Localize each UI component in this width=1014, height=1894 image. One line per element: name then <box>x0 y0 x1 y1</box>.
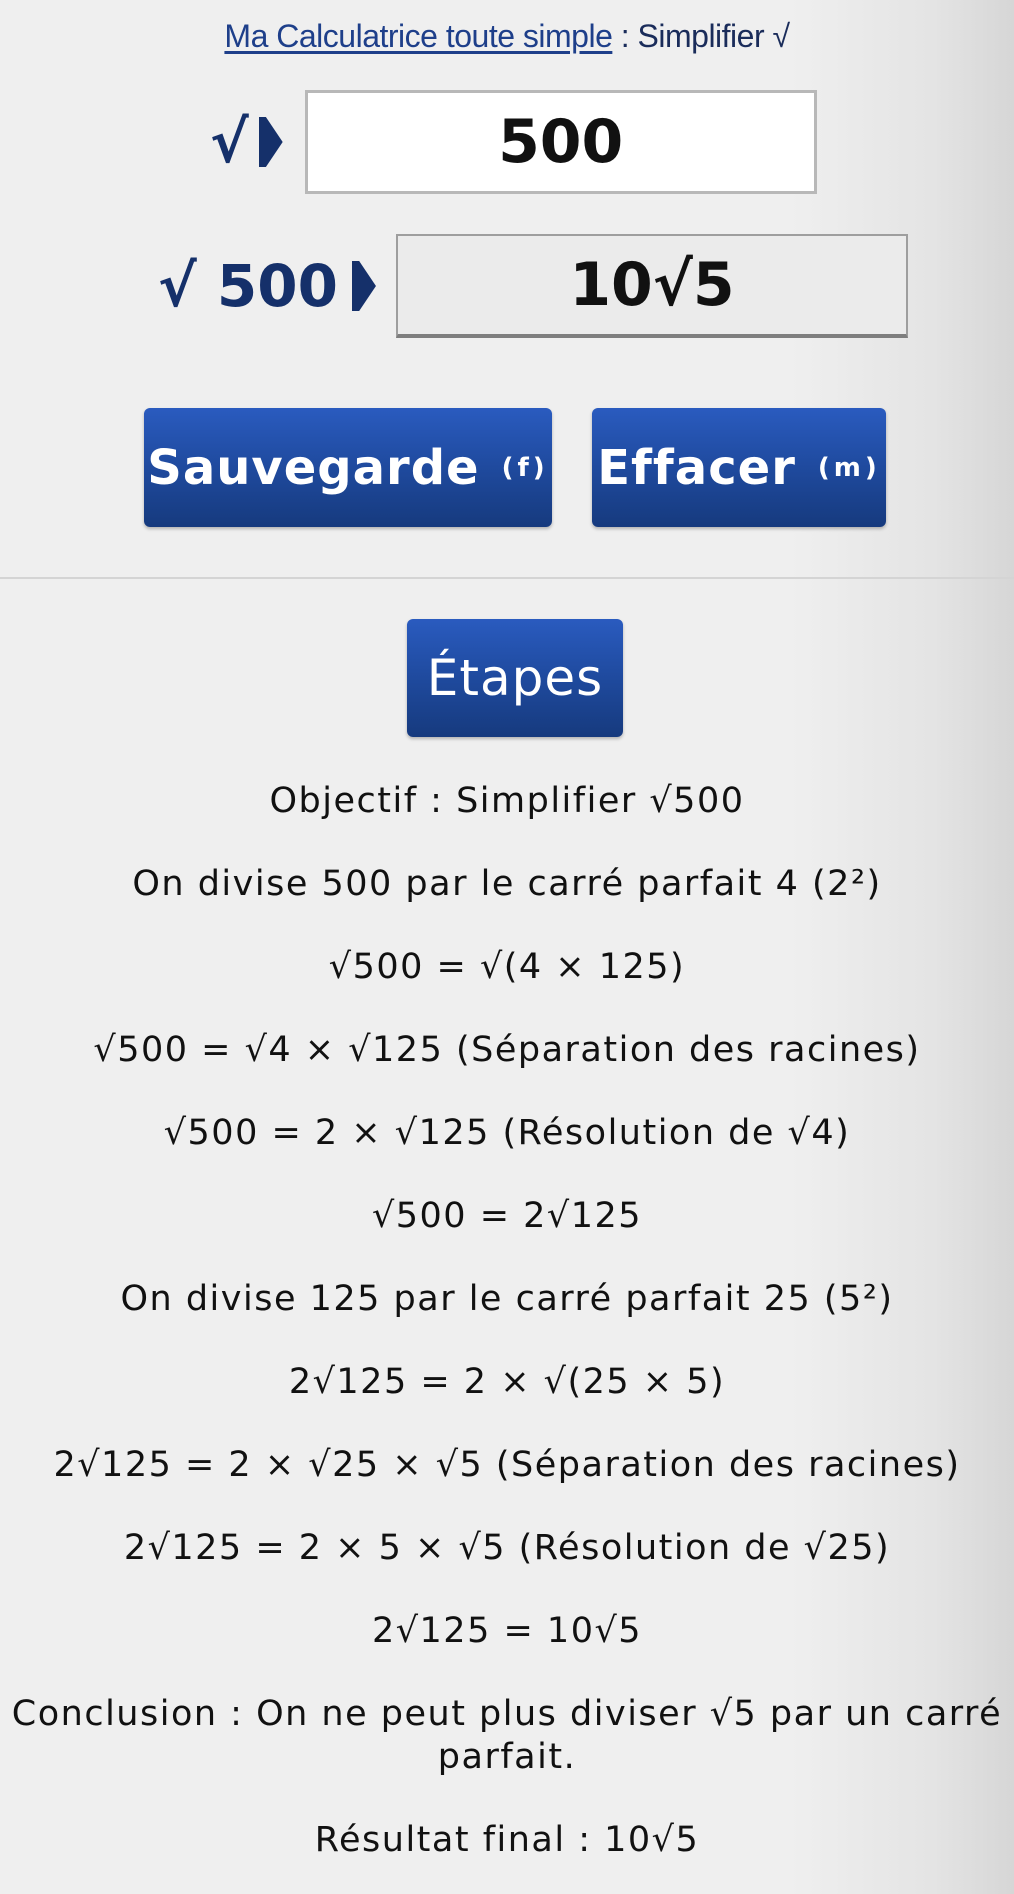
final-result-line: Résultat final : 10√5 <box>314 1820 700 1860</box>
input-row <box>210 90 817 194</box>
step-line: √500 = 2√125 <box>371 1196 643 1236</box>
home-link[interactable]: Ma Calculatrice toute simple <box>224 18 613 54</box>
steps-button-label: Étapes <box>426 649 604 707</box>
step-line: 2√125 = 2 × √(25 × 5) <box>288 1362 726 1402</box>
arrow-right-icon <box>259 117 283 167</box>
input-label <box>210 108 283 176</box>
result-output: 10√5 <box>396 234 908 338</box>
step-line: On divise 500 par le carré parfait 4 (2²) <box>132 864 882 904</box>
step-line: √500 = 2 × √125 (Résolution de √4) <box>163 1113 851 1153</box>
sqrt-symbol-label: √ <box>210 108 249 176</box>
save-button-label: Sauvegarde <box>147 439 480 496</box>
section-divider <box>0 577 1014 579</box>
steps-button[interactable] <box>407 619 623 737</box>
step-line: 2√125 = 10√5 <box>371 1611 643 1651</box>
output-label <box>158 252 376 320</box>
steps-list <box>0 760 1014 1882</box>
sqrt-expression-label: √ 500 <box>158 252 338 320</box>
number-input[interactable] <box>305 90 817 194</box>
step-line: √500 = √4 × √125 (Séparation des racines) <box>93 1030 921 1070</box>
step-line: 2√125 = 2 × √25 × √5 (Séparation des racines) <box>53 1445 961 1485</box>
clear-button[interactable] <box>592 408 886 527</box>
clear-shortcut-hint: (m) <box>817 452 881 483</box>
page-header <box>0 18 1014 55</box>
step-line: 2√125 = 2 × 5 × √5 (Résolution de √25) <box>123 1528 891 1568</box>
page-subtitle: Simplifier √ <box>637 18 790 54</box>
conclusion-line: Conclusion : On ne peut plus diviser √5 par un carré parfait. <box>11 1694 1003 1777</box>
header-separator: : <box>620 18 630 54</box>
step-line: On divise 125 par le carré parfait 25 (5²) <box>120 1279 894 1319</box>
step-line: √500 = √(4 × 125) <box>328 947 686 987</box>
arrow-right-icon <box>352 261 376 311</box>
save-button[interactable] <box>144 408 552 527</box>
save-shortcut-hint: (f) <box>501 452 549 483</box>
clear-button-label: Effacer <box>597 439 796 496</box>
step-line: Objectif : Simplifier √500 <box>269 781 745 821</box>
output-row <box>158 234 908 338</box>
